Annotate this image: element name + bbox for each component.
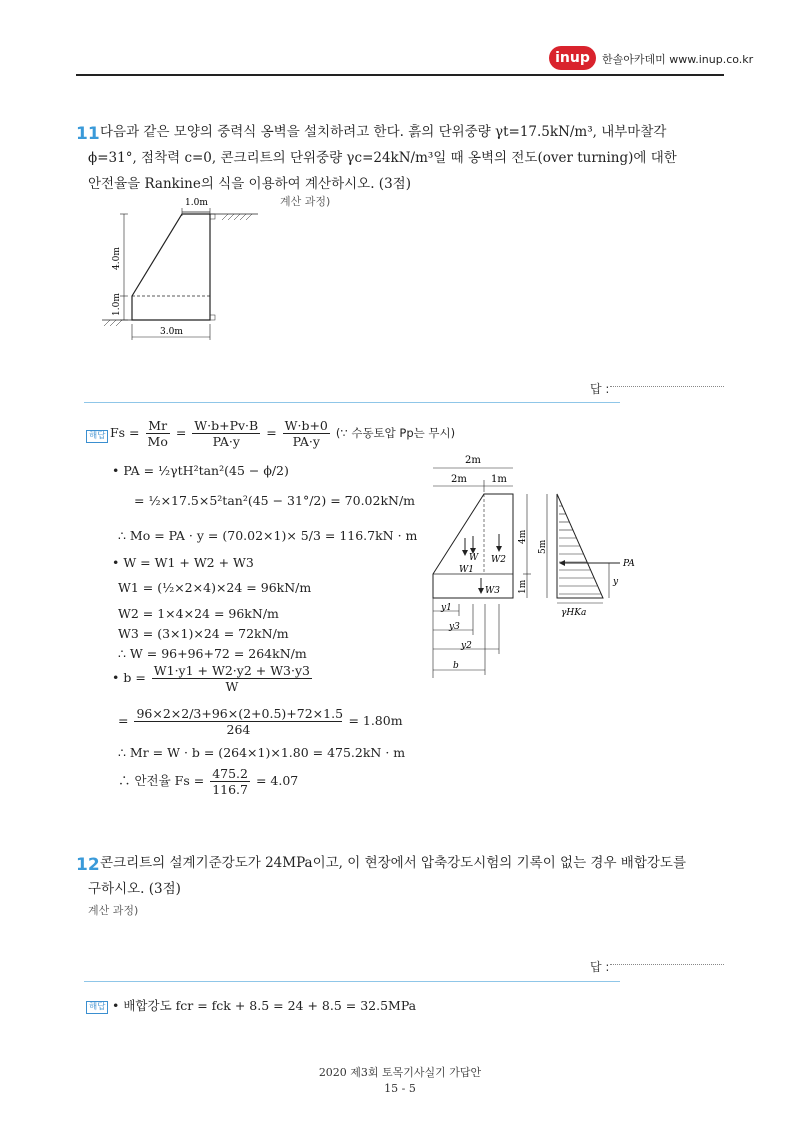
dim-height-upper: 4.0m (112, 247, 122, 270)
solution-badge-11: 해답 (86, 430, 108, 443)
fs-final: ∴ 안전율 Fs = $\frac{475.2}{116.7}$ = 4.07 (118, 766, 299, 797)
dim-top-right: 1m (491, 474, 507, 485)
label-y1: y1 (441, 603, 452, 613)
label-b: b (453, 661, 459, 671)
w-line: • W = W1 + W2 + W3 (112, 555, 254, 570)
mr-line: ∴ Mr = W · b = (264×1)×1.80 = 475.2kN · m (118, 745, 406, 760)
label-y3: y3 (449, 622, 460, 632)
dim-top-left: 2m (451, 474, 467, 485)
pa-line-1: • PA = ½γtH²tan²(45 − ϕ/2) (112, 463, 289, 478)
dim-base-width: 3.0m (160, 327, 183, 337)
label-w3: W3 (485, 586, 500, 596)
retaining-wall-figure (98, 192, 268, 342)
page-number: 15 - 5 (384, 1082, 416, 1095)
label-y2: y2 (461, 641, 472, 651)
dim-height-lower: 1.0m (112, 293, 122, 316)
answer-label-11: 답 : (590, 382, 610, 396)
answer-label-12: 답 : (590, 960, 610, 974)
header-rule (76, 74, 724, 76)
separator-12 (84, 981, 620, 982)
w2-line: W2 = 1×4×24 = 96kN/m (118, 606, 279, 621)
question-12-line-1: 콘크리트의 설계기준강도가 24MPa이고, 이 현장에서 압축강도시험의 기록이 없는 경우 배합강도를 (100, 855, 686, 871)
solution-12-text: • 배합강도 fcr = fck + 8.5 = 24 + 8.5 = 32.5MPa (112, 998, 417, 1013)
label-w2: W2 (491, 555, 506, 565)
label-w: W (469, 553, 479, 563)
question-12-line-2: 구하시오. (3점) (88, 881, 181, 897)
label-pressure: γHKa (561, 608, 587, 618)
logo-text: 한솔아카데미 www.inup.co.kr (602, 53, 754, 66)
fs-formula: Fs = $\frac{Mr}{Mo}$ = $\frac{W\cdot b+Pv\cdot B}{PA\cdot y}$ = $\frac{W\cdot b+0}{PA\cdot y}$ (∵ 수동토압 Pp는 무시) (110, 418, 456, 449)
force-diagram (425, 448, 655, 688)
dim-top-total: 2m (465, 455, 481, 466)
dim-top-width: 1.0m (185, 198, 208, 208)
footer-title: 2020 제3회 토목기사실기 가답안 (318, 1066, 482, 1079)
mo-line: ∴ Mo = PA · y = (70.02×1)× 5/3 = 116.7kN · m (118, 528, 418, 543)
w3-line: W3 = (3×1)×24 = 72kN/m (118, 626, 289, 641)
question-11-line-1: 다음과 같은 모양의 중력식 옹벽을 설치하려고 한다. 흙의 단위중량 γt=17.5kN/m³, 내부마찰각 (100, 124, 667, 140)
question-11-line-3: 안전율을 Rankine의 식을 이용하여 계산하시오. (3점) (88, 176, 411, 192)
label-pa: PA (623, 559, 635, 569)
separator-11 (84, 402, 620, 403)
wsum-line: ∴ W = 96+96+72 = 264kN/m (118, 646, 307, 661)
logo-badge: inup (549, 46, 596, 70)
answer-line-11[interactable] (610, 386, 724, 387)
dim-h1: 1m (518, 579, 528, 594)
label-w1: W1 (459, 565, 474, 575)
b-calc: = $\frac{96\times 2\times 2/3+96\times(2+0.5)+72\times 1.5}{264}$ = 1.80m (118, 706, 403, 737)
calc-label-12: 계산 과정) (88, 904, 139, 917)
w1-line: W1 = (½×2×4)×24 = 96kN/m (118, 580, 312, 595)
answer-line-12[interactable] (610, 964, 724, 965)
question-11-line-2: ϕ=31°, 점착력 c=0, 콘크리트의 단위중량 γc=24kN/m³일 때 옹벽의 전도(over turning)에 대한 (88, 150, 677, 166)
solution-badge-12: 해답 (86, 1001, 108, 1014)
label-y: y (613, 577, 619, 587)
calc-label-11: 계산 과정) (280, 195, 331, 208)
dim-h5: 5m (538, 539, 548, 554)
b-formula: • b = $\frac{W1\cdot y1 + W2\cdot y2 + W3\cdot y3}{W}$ (112, 663, 310, 694)
dim-h4: 4m (518, 529, 528, 544)
question-12-number: 12 (76, 855, 100, 875)
pa-line-2: = ½×17.5×5²tan²(45 − 31°/2) = 70.02kN/m (134, 493, 416, 508)
question-11-number: 11 (76, 124, 100, 144)
